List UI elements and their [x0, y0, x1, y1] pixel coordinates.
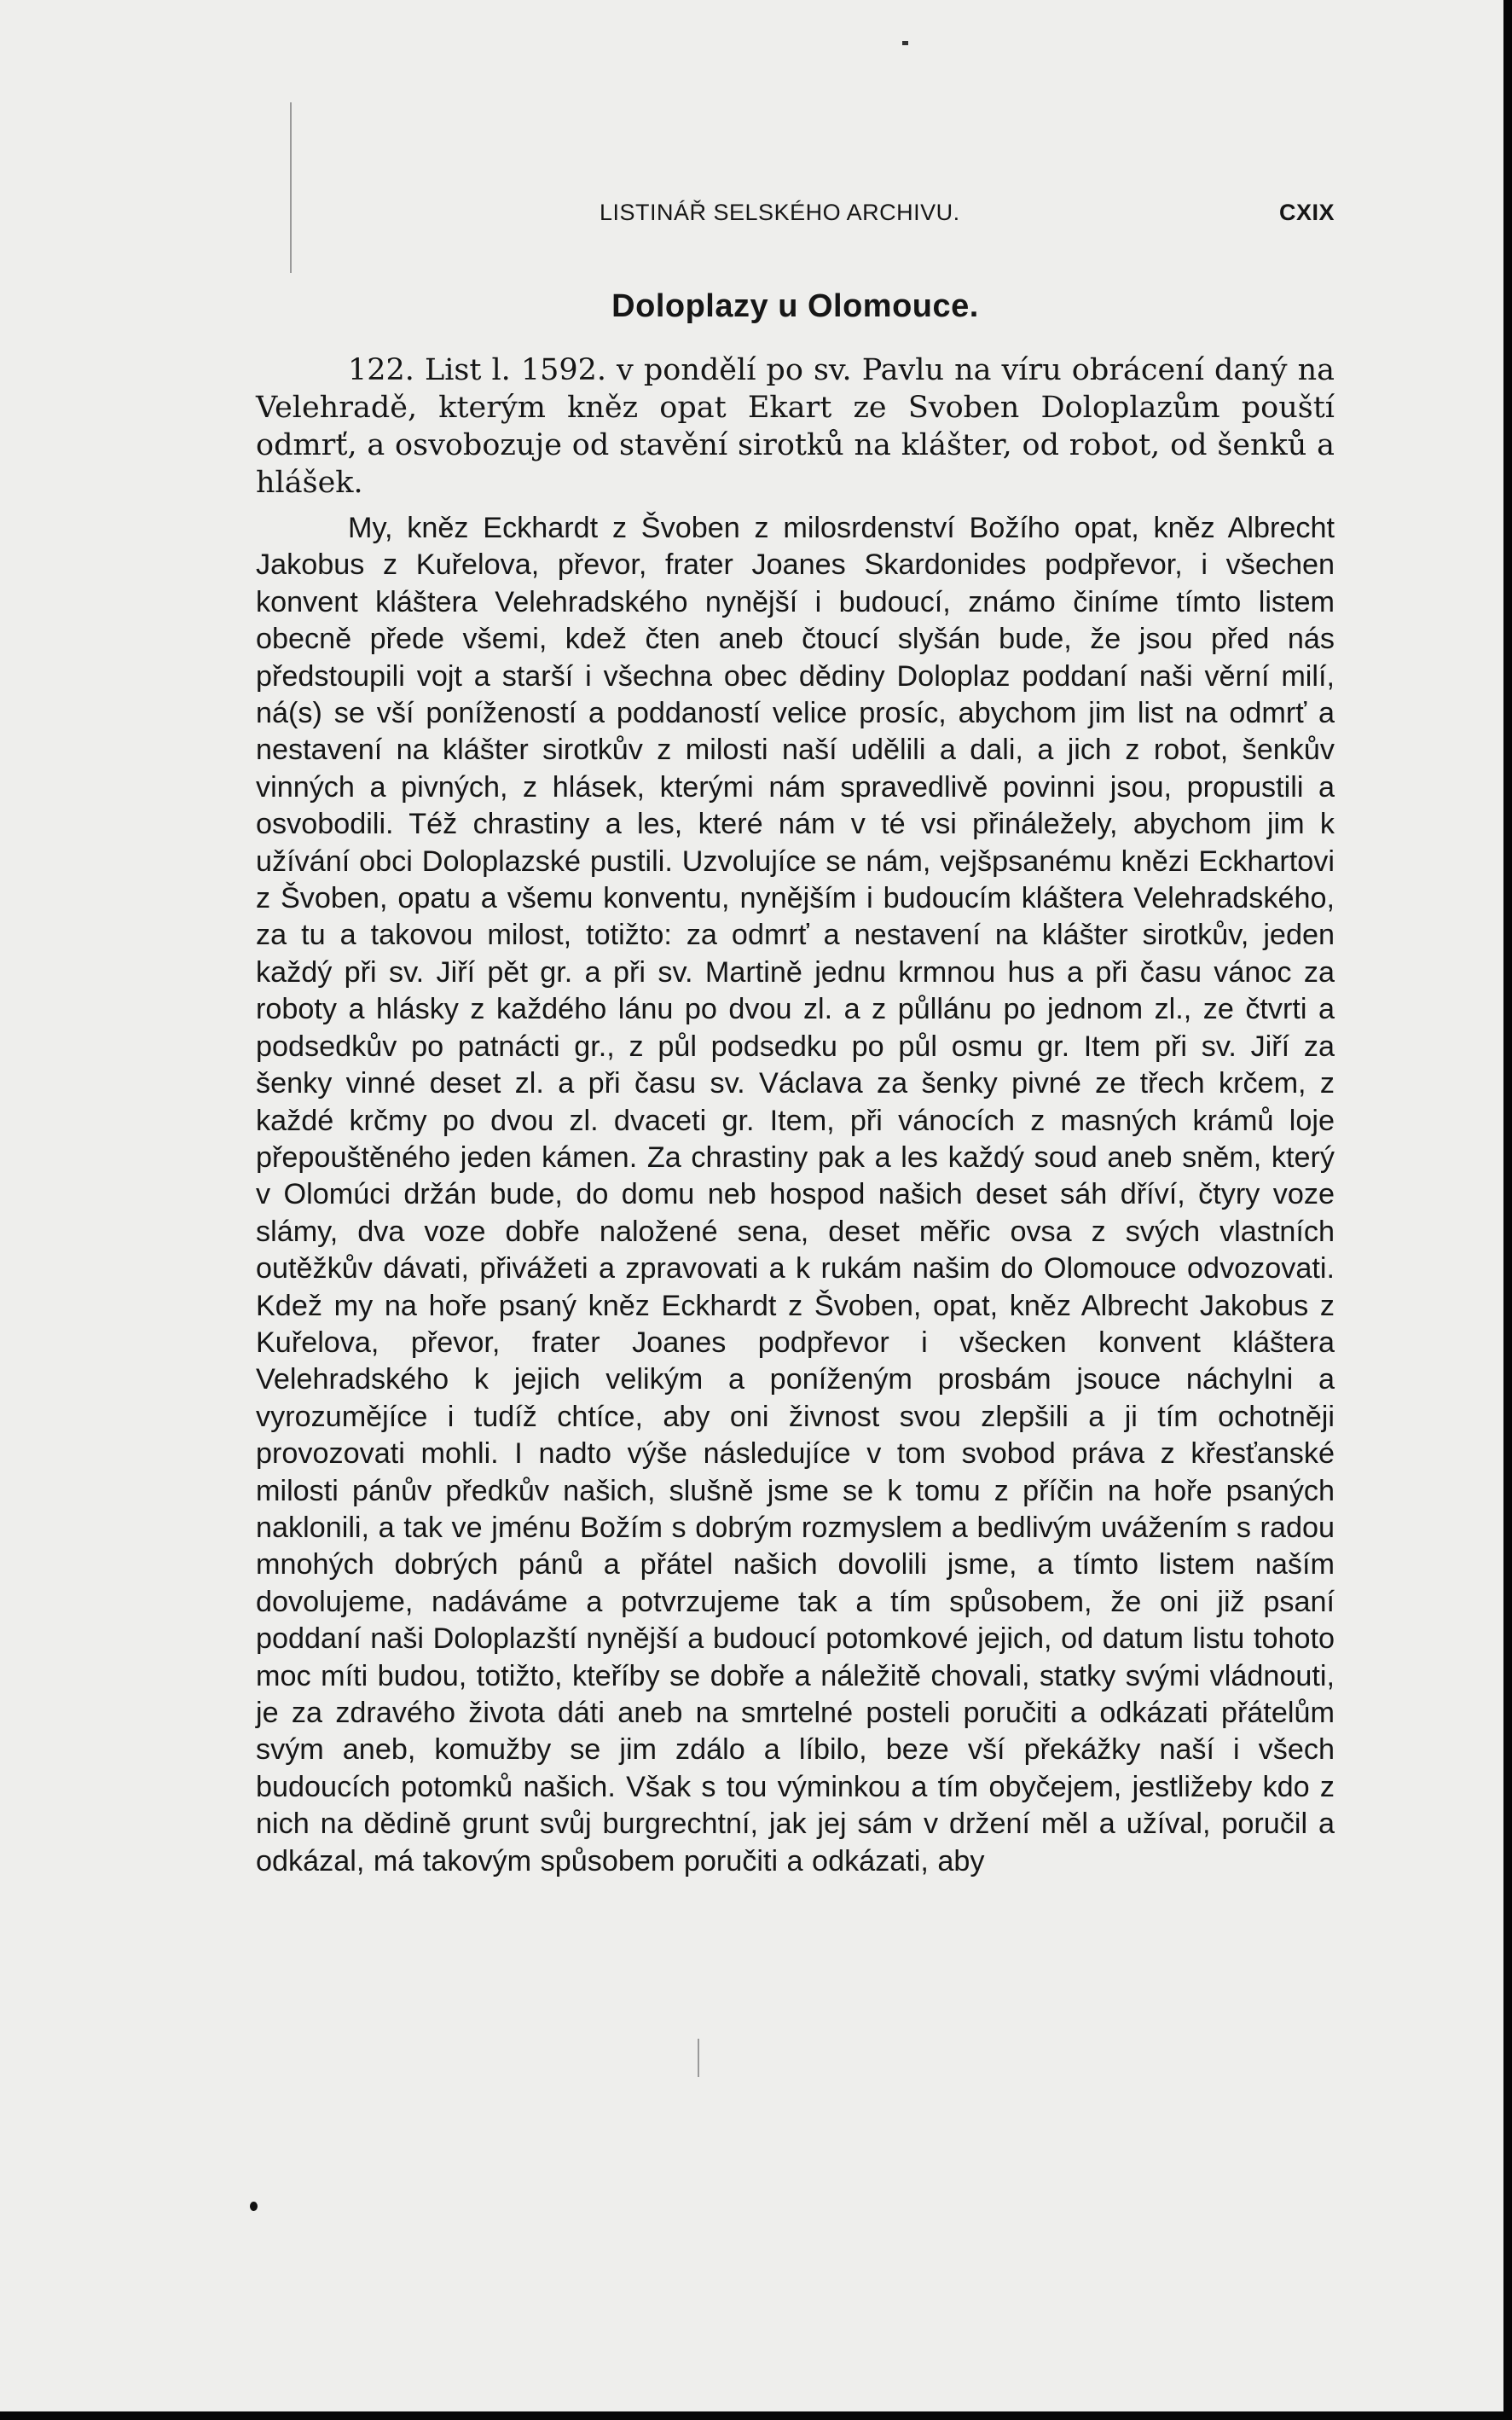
scan-speck-top	[902, 41, 908, 45]
document-regest	[256, 351, 1335, 502]
stray-dot	[250, 2202, 258, 2211]
regest-text: 122. List l. 1592. v pondělí po sv. Pavlu na víru obrácení daný na Velehradě, kterým kněz opat Ekart ze Svoben Doloplazům pouští odmrť, a osvobozuje od stavění sirotků na klášter, od robot, od šenků a hlášek.	[256, 353, 1335, 500]
body-paragraph: My, kněz Eckhardt z Švoben z milosrdenství Božího opat, kněz Albrecht Jakobus z Kuřelova, převor, frater Joanes Skardonides podpřevor, i všechen konvent kláštera Velehradského nynější i budoucí, známo činíme tímto listem obecně přede všemi, kdež čten aneb čtoucí slyšán bude, že jsou před nás předstoupili vojt a starší i všechna obec dědiny Doloplaz poddaní naši věrní milí, ná(s) se vší ponížeností a poddaností velice prosíc, abychom jim list na odmrť a nestavení na klášter sirotkův z milosti naší udělili a dali, a jich z robot, šenkův vinných a pivných, z hlásek, kterými nám spravedlivě povinni jsou, propustili a osvobodili. Též chrastiny a les, které nám v té vsi přináležely, abychom jim k užívání obci Doloplazské pustili. Uzvolujíce se nám, vejšpsanému knězi Eckhartovi z Švoben, opatu a všemu konventu, nynějším i budoucím kláštera Velehradského, za tu a takovou milost, totižto: za odmrť a nestavení na klášter sirotkův, jeden každý při sv. Jiří pět gr. a při sv. Martině jednu krmnou hus a při času vánoc za roboty a hlásky z každého lánu po dvou zl. a z půllánu po jednom zl., ze čtvrti a podsedkův po patnácti gr., z půl podsedku po půl osmu gr. Item při sv. Jiří za šenky vinné deset zl. a při času sv. Václava za šenky pivné ze třech krčem, z každé krčmy po dvou zl. dvaceti gr. Item, při vánocích z masných krámů loje přepouštěného jeden kámen. Za chrastiny pak a les každý soud aneb sněm, který v Olomúci držán bude, do domu neb hospod našich deset sáh dříví, čtyry voze slámy, dva voze dobře naložené sena, deset měřic ovsa z svých vlastních outěžkův dávati, přivážeti a zpravovati a k rukám našim do Olomouce odvozovati. Kdež my na hoře psaný kněz Eckhardt z Švoben, opat, kněz Albrecht Jakobus z Kuřelova, převor, frater Joanes podpřevor i všecken konvent kláštera Velehradského k jejich velikým a poníženým prosbám jsouce náchylni a vyrozumějíce i tudíž chtíce, aby oni živnost svou zlepšili a ji tím ochotněji provozovati mohli. I nadto výše následujíce v tom svobod práva z křesťanské milosti pánův předkův našich, slušně jsme se k tomu z příčin na hoře psaných naklonili, a tak ve jménu Božím s dobrým rozmyslem a bedlivým uvážením s radou mnohých dobrých pánů a přátel našich dovolili jsme, a tímto listem naším dovolujeme, nadáváme a potvrzujeme tak a tím spůsobem, že oni již psaní poddaní naši Doloplazští nynější a budoucí potomkové jejich, od datum listu tohoto moc míti budou, totižto, kteříby se dobře a náležitě chovali, statky svými vládnouti, je za zdravého života dáti aneb na smrtelné posteli poručiti a odkázati přátelům svým aneb, komužby se jim zdálo a líbilo, beze vší překážky naší i všech budoucích potomků našich. Však s tou výminkou a tím obyčejem, jestližeby kdo z nich na dědině grunt svůj burgrechtní, jak jej sám v držení měl a užíval, poručil a odkázal, má takovým spůsobem poručiti a odkázati, aby	[256, 512, 1335, 1877]
section-heading: Doloplazy u Olomouce.	[611, 288, 979, 324]
page-number: CXIX	[1278, 200, 1335, 225]
scan-line-mid	[698, 2039, 699, 2077]
scan-line-left	[290, 102, 292, 273]
document-body	[256, 510, 1335, 1880]
running-title: LISTINÁŘ SELSKÉHO ARCHIVU.	[600, 200, 960, 225]
running-head	[256, 200, 1335, 234]
